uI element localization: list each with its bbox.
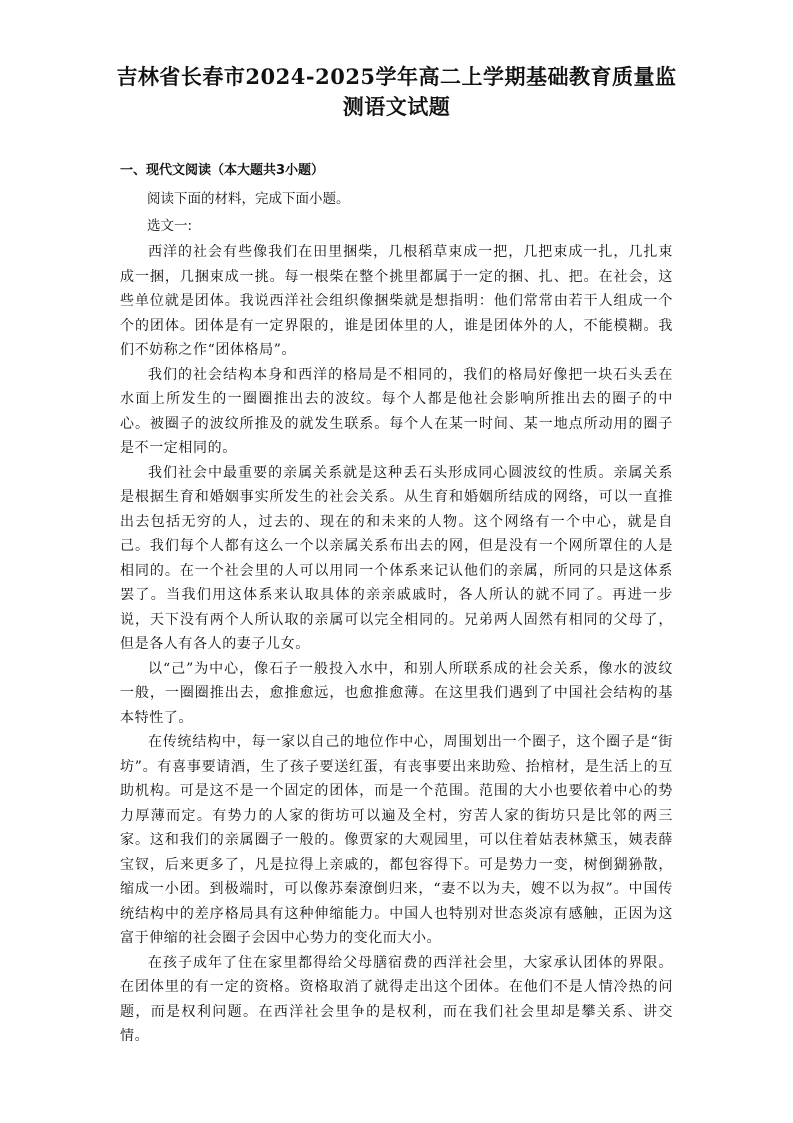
passage-paragraph: 我们的社会结构本身和西洋的格局是不相同的，我们的格局好像把一块石头丢在水面上所发生的一圈圈推出去的波纹。每个人都是他社会影响所推出去的圈子的中心。被圈子的波纹所推及的就发生联系。每个人在某一时间、某一地点所动用的圈子是不一定相同的。 [120,366,673,456]
excerpt-label: 选文一: [147,218,193,234]
passage-body [120,240,673,1049]
passage-paragraph: 西洋的社会有些像我们在田里捆柴，几根稻草束成一把，几把束成一扎，几扎束成一捆，几捆束成一挑。每一根柴在整个挑里都属于一定的捆、扎、把。在社会，这些单位就是团体。我说西洋社会组织像捆柴就是想指明：他们常常由若干人组成一个个的团体。团体是有一定界限的，谁是团体里的人，谁是团体外的人，不能模糊。我们不妨称之作“团体格局”。 [120,244,673,358]
passage-paragraph: 以“己”为中心，像石子一般投入水中，和别人所联系成的社会关系，像水的波纹一般，一圈圈推出去，愈推愈远，也愈推愈薄。在这里我们遇到了中国社会结构的基本特性了。 [120,660,673,726]
passage-paragraph: 我们社会中最重要的亲属关系就是这种丢石头形成同心圆波纹的性质。亲属关系是根据生育和婚姻事实所发生的社会关系。从生育和婚姻所结成的网络，可以一直推出去包括无穷的人，过去的、现在的和未来的人物。这个网络有一个中心，就是自己。我们每个人都有这么一个以亲属关系布出去的网，但是没有一个网所罩住的人是相同的。在一个社会里的人可以用同一个体系来记认他们的亲属，所同的只是这体系罢了。当我们用这体系来认取具体的亲亲戚戚时，各人所认的就不同了。再进一步说，天下没有两个人所认取的亲属可以完全相同的。兄弟两人固然有相同的父母了，但是各人有各人的妻子儿女。 [120,464,673,652]
title-line-1: 吉林省长春市2024-2025学年高二上学期基础教育质量监 [116,64,677,89]
passage-paragraph: 在孩子成年了住在家里都得给父母膳宿费的西洋社会里，大家承认团体的界限。在团体里的有一定的资格。资格取消了就得走出这个团体。在他们不是人情冷热的问题，而是权利问题。在西洋社会里争的是权利，而在我们社会里却是攀关系、讲交情。 [120,954,673,1044]
page-title [100,62,693,122]
section-heading: 一、现代文阅读（本大题共3小题） [120,163,325,178]
passage-paragraph: 在传统结构中，每一家以自己的地位作中心，周围划出一个圈子，这个圈子是“街坊”。有喜事要请酒，生了孩子要送红蛋，有丧事要出来助殓、抬棺材，是生活上的互助机构。可是这不是一个固定的团体，而是一个范围。范围的大小也要依着中心的势力厚薄而定。有势力的人家的街坊可以遍及全村，穷苦人家的街坊只是比邻的两三家。这和我们的亲属圈子一般的。像贾家的大观园里，可以住着姑表林黛玉，姨表薛宝钗，后来更多了，凡是拉得上亲戚的，都包容得下。可是势力一变，树倒猢狲散，缩成一小团。到极端时，可以像苏秦潦倒归来，“妻不以为夫，嫂不以为叔”。中国传统结构中的差序格局具有这种伸缩能力。中国人也特别对世态炎凉有感触，正因为这富于伸缩的社会圈子会因中心势力的变化而大小。 [120,734,673,946]
reading-instruction: 阅读下面的材料，完成下面小题。 [147,191,350,207]
title-line-2: 测语文试题 [342,94,451,119]
